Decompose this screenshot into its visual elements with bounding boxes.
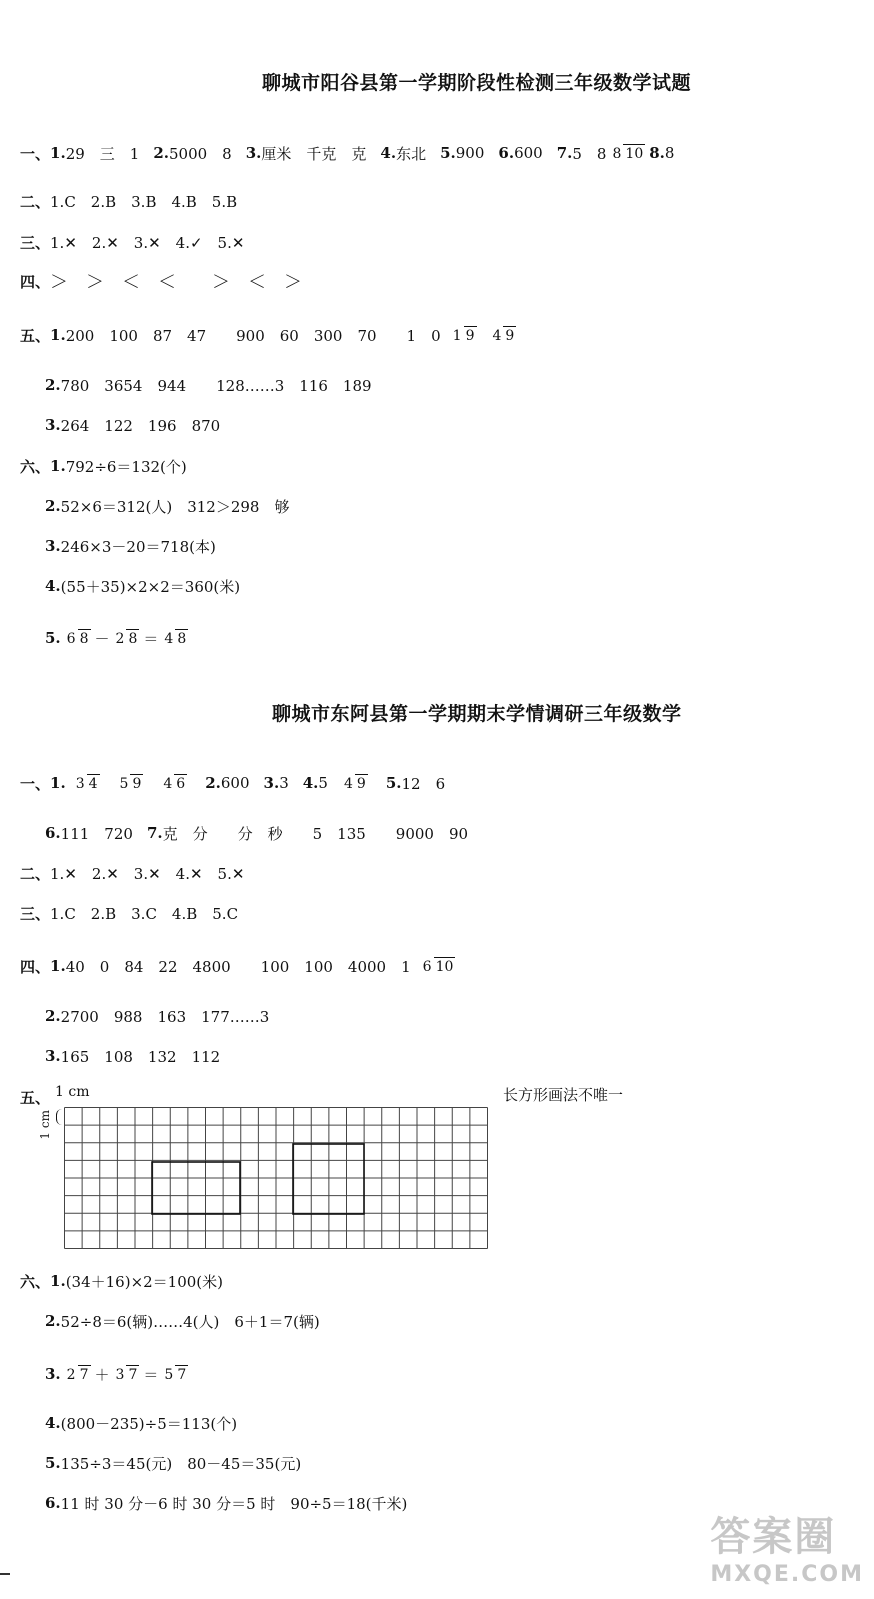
fraction: 2 8 <box>115 630 138 647</box>
answer-text: 1.✕ 2.✕ 3.✕ 4.✕ 5.✕ <box>50 864 245 883</box>
answer-row <box>20 768 445 798</box>
answer-text: 3 <box>279 774 289 792</box>
answer-text: 246×3－20＝718(本) <box>60 537 216 556</box>
answer-text: 厘米 千克 克 <box>261 144 367 163</box>
operator: ＝ <box>143 1365 159 1384</box>
item-number: 5. <box>440 144 456 162</box>
item-number: 1. <box>50 957 66 975</box>
corner-mark <box>0 1573 10 1575</box>
answer-text: 165 108 132 112 <box>60 1047 221 1066</box>
answer-row <box>45 531 216 561</box>
answer-text: 600 <box>514 144 543 162</box>
item-number: 4. <box>302 774 319 792</box>
item-number: 4. <box>380 144 397 162</box>
answer-text: (800－235)÷5＝113(个) <box>60 1414 238 1433</box>
answer-row <box>20 451 187 481</box>
answer-text: 40 0 84 22 4800 100 100 4000 1 <box>65 957 411 976</box>
fraction: 1 9 <box>452 327 475 344</box>
answer-row <box>20 1082 50 1112</box>
fraction: 8 10 <box>612 145 644 162</box>
fraction: 6 10 <box>422 958 454 975</box>
item-number: 1. <box>50 457 66 475</box>
answer-text: 5000 8 <box>169 144 232 163</box>
answer-text: 2700 988 163 177……3 <box>60 1007 270 1026</box>
answer-row <box>45 818 468 848</box>
answer-text: 1.C 2.B 3.C 4.B 5.C <box>50 904 239 923</box>
answer-row <box>45 491 289 521</box>
section-label: 一、 <box>20 144 51 163</box>
item-number: 2. <box>205 774 221 792</box>
answer-row <box>45 1001 269 1031</box>
item-number: 1. <box>50 774 66 792</box>
section-label: 三、 <box>20 904 51 923</box>
answer-text: 600 <box>220 774 250 792</box>
section-label: 五、 <box>20 1088 51 1107</box>
scale-label-vertical: 1 cm <box>38 1110 52 1140</box>
answer-text: 克 分 分 秒 5 135 9000 90 <box>162 824 469 843</box>
grid-paper <box>64 1107 488 1249</box>
fraction: 5 9 <box>119 775 142 792</box>
answer-text: 52×6＝312(人) 312＞298 够 <box>60 497 290 516</box>
answer-row <box>45 1488 407 1518</box>
fraction: 4 8 <box>164 630 187 647</box>
answer-row <box>20 266 302 296</box>
item-number: 2. <box>45 376 61 394</box>
answer-row <box>20 951 459 981</box>
item-number: 4. <box>45 577 61 595</box>
section-label: 四、 <box>20 957 51 976</box>
answer-row <box>20 1266 223 1296</box>
item-number: 2. <box>45 1312 61 1330</box>
watermark-logo: 答案圈 MXQE.COM <box>710 1514 864 1587</box>
answer-row <box>20 320 520 350</box>
fraction: 3 7 <box>115 1366 138 1383</box>
section-label: 四、 <box>20 272 51 291</box>
item-number: 5. <box>45 629 61 647</box>
item-number: 7. <box>146 824 163 842</box>
fraction: 6 8 <box>66 630 89 647</box>
operator: ＝ <box>143 629 159 648</box>
item-number: 1. <box>50 144 66 162</box>
item-number: 3. <box>45 537 61 555</box>
answer-text: 111 720 <box>60 824 133 843</box>
item-number: 8. <box>649 144 665 162</box>
fraction: 4 9 <box>343 775 366 792</box>
section-label: 六、 <box>20 1272 51 1291</box>
answer-row <box>20 138 674 168</box>
answer-text: 52÷8＝6(辆)……4(人) 6＋1＝7(辆) <box>60 1312 320 1331</box>
answer-text: 5 8 <box>572 144 607 163</box>
answer-row <box>45 1408 237 1438</box>
answer-text: 200 100 87 47 900 60 300 70 1 0 <box>65 326 441 345</box>
item-number: 4. <box>45 1414 61 1432</box>
answer-text: 12 6 <box>401 774 446 793</box>
answer-row <box>45 410 220 440</box>
section-label: 五、 <box>20 326 51 345</box>
answer-text: (34＋16)×2＝100(米) <box>65 1272 224 1291</box>
answer-row <box>20 186 237 216</box>
section-label: 一、 <box>20 774 51 793</box>
item-number: 1. <box>50 1272 66 1290</box>
answer-row <box>45 1448 301 1478</box>
answer-text: (55＋35)×2×2＝360(米) <box>60 577 241 596</box>
answer-row <box>45 1359 192 1389</box>
item-number: 6. <box>45 1494 61 1512</box>
answer-row <box>45 623 192 653</box>
answer-text: 792÷6＝132(个) <box>65 457 187 476</box>
answer-text: 780 3654 944 128……3 116 189 <box>60 376 372 395</box>
fraction: 2 7 <box>66 1366 89 1383</box>
rectangle-answer-1 <box>152 1162 240 1214</box>
item-number: 2. <box>45 1007 61 1025</box>
scale-label: 1 cm <box>55 1084 90 1100</box>
answer-text: 1.✕ 2.✕ 3.✕ 4.✓ 5.✕ <box>50 233 245 252</box>
item-number: 5. <box>45 1454 61 1472</box>
section-title-donge: 聊城市东阿县第一学期期末学情调研三年级数学 <box>272 703 682 725</box>
answer-text: 东北 <box>396 144 427 163</box>
answer-text: 264 122 196 870 <box>60 416 221 435</box>
item-number: 3. <box>245 144 262 162</box>
item-number: 6. <box>498 144 515 162</box>
answer-row <box>20 898 238 928</box>
answer-text: 11 时 30 分－6 时 30 分＝5 时 90÷5＝18(千米) <box>60 1494 408 1513</box>
brace <box>56 1109 63 1125</box>
item-number: 3. <box>45 416 61 434</box>
item-number: 6. <box>45 824 61 842</box>
item-number: 1. <box>50 326 66 344</box>
section-label: 二、 <box>20 864 51 883</box>
answer-text: 29 三 1 <box>65 144 140 163</box>
drawing-note: 长方形画法不唯一 <box>503 1086 624 1104</box>
fraction: 3 4 <box>75 775 98 792</box>
item-number: 2. <box>45 497 61 515</box>
answer-text: ＞ ＞ ＜ ＜ ＞ ＜ ＞ <box>50 272 303 293</box>
section-label: 三、 <box>20 233 51 252</box>
answer-row <box>45 571 240 601</box>
answer-text: 900 <box>455 144 485 162</box>
item-number: 2. <box>153 144 169 162</box>
answer-text: 8 <box>664 144 675 162</box>
fraction: 5 7 <box>164 1366 187 1383</box>
section-label: 二、 <box>20 192 51 211</box>
item-number: 5. <box>385 774 402 792</box>
answer-row <box>20 858 244 888</box>
section-title-yanggu: 聊城市阳谷县第一学期阶段性检测三年级数学试题 <box>262 72 692 94</box>
fraction: 4 6 <box>163 775 186 792</box>
answer-row <box>45 370 372 400</box>
fraction: 4 9 <box>492 327 515 344</box>
item-number: 7. <box>556 144 573 162</box>
operator: － <box>94 629 110 648</box>
answer-row <box>20 227 244 257</box>
item-number: 3. <box>263 774 280 792</box>
item-number: 3. <box>45 1047 61 1065</box>
operator: ＋ <box>94 1365 110 1384</box>
answer-row <box>45 1041 220 1071</box>
answer-text: 135÷3＝45(元) 80－45＝35(元) <box>60 1454 302 1473</box>
answer-row <box>45 1306 320 1336</box>
answer-text: 1.C 2.B 3.B 4.B 5.B <box>50 192 238 211</box>
section-label: 六、 <box>20 457 51 476</box>
answer-text: 5 <box>318 774 328 792</box>
item-number: 3. <box>45 1365 61 1383</box>
